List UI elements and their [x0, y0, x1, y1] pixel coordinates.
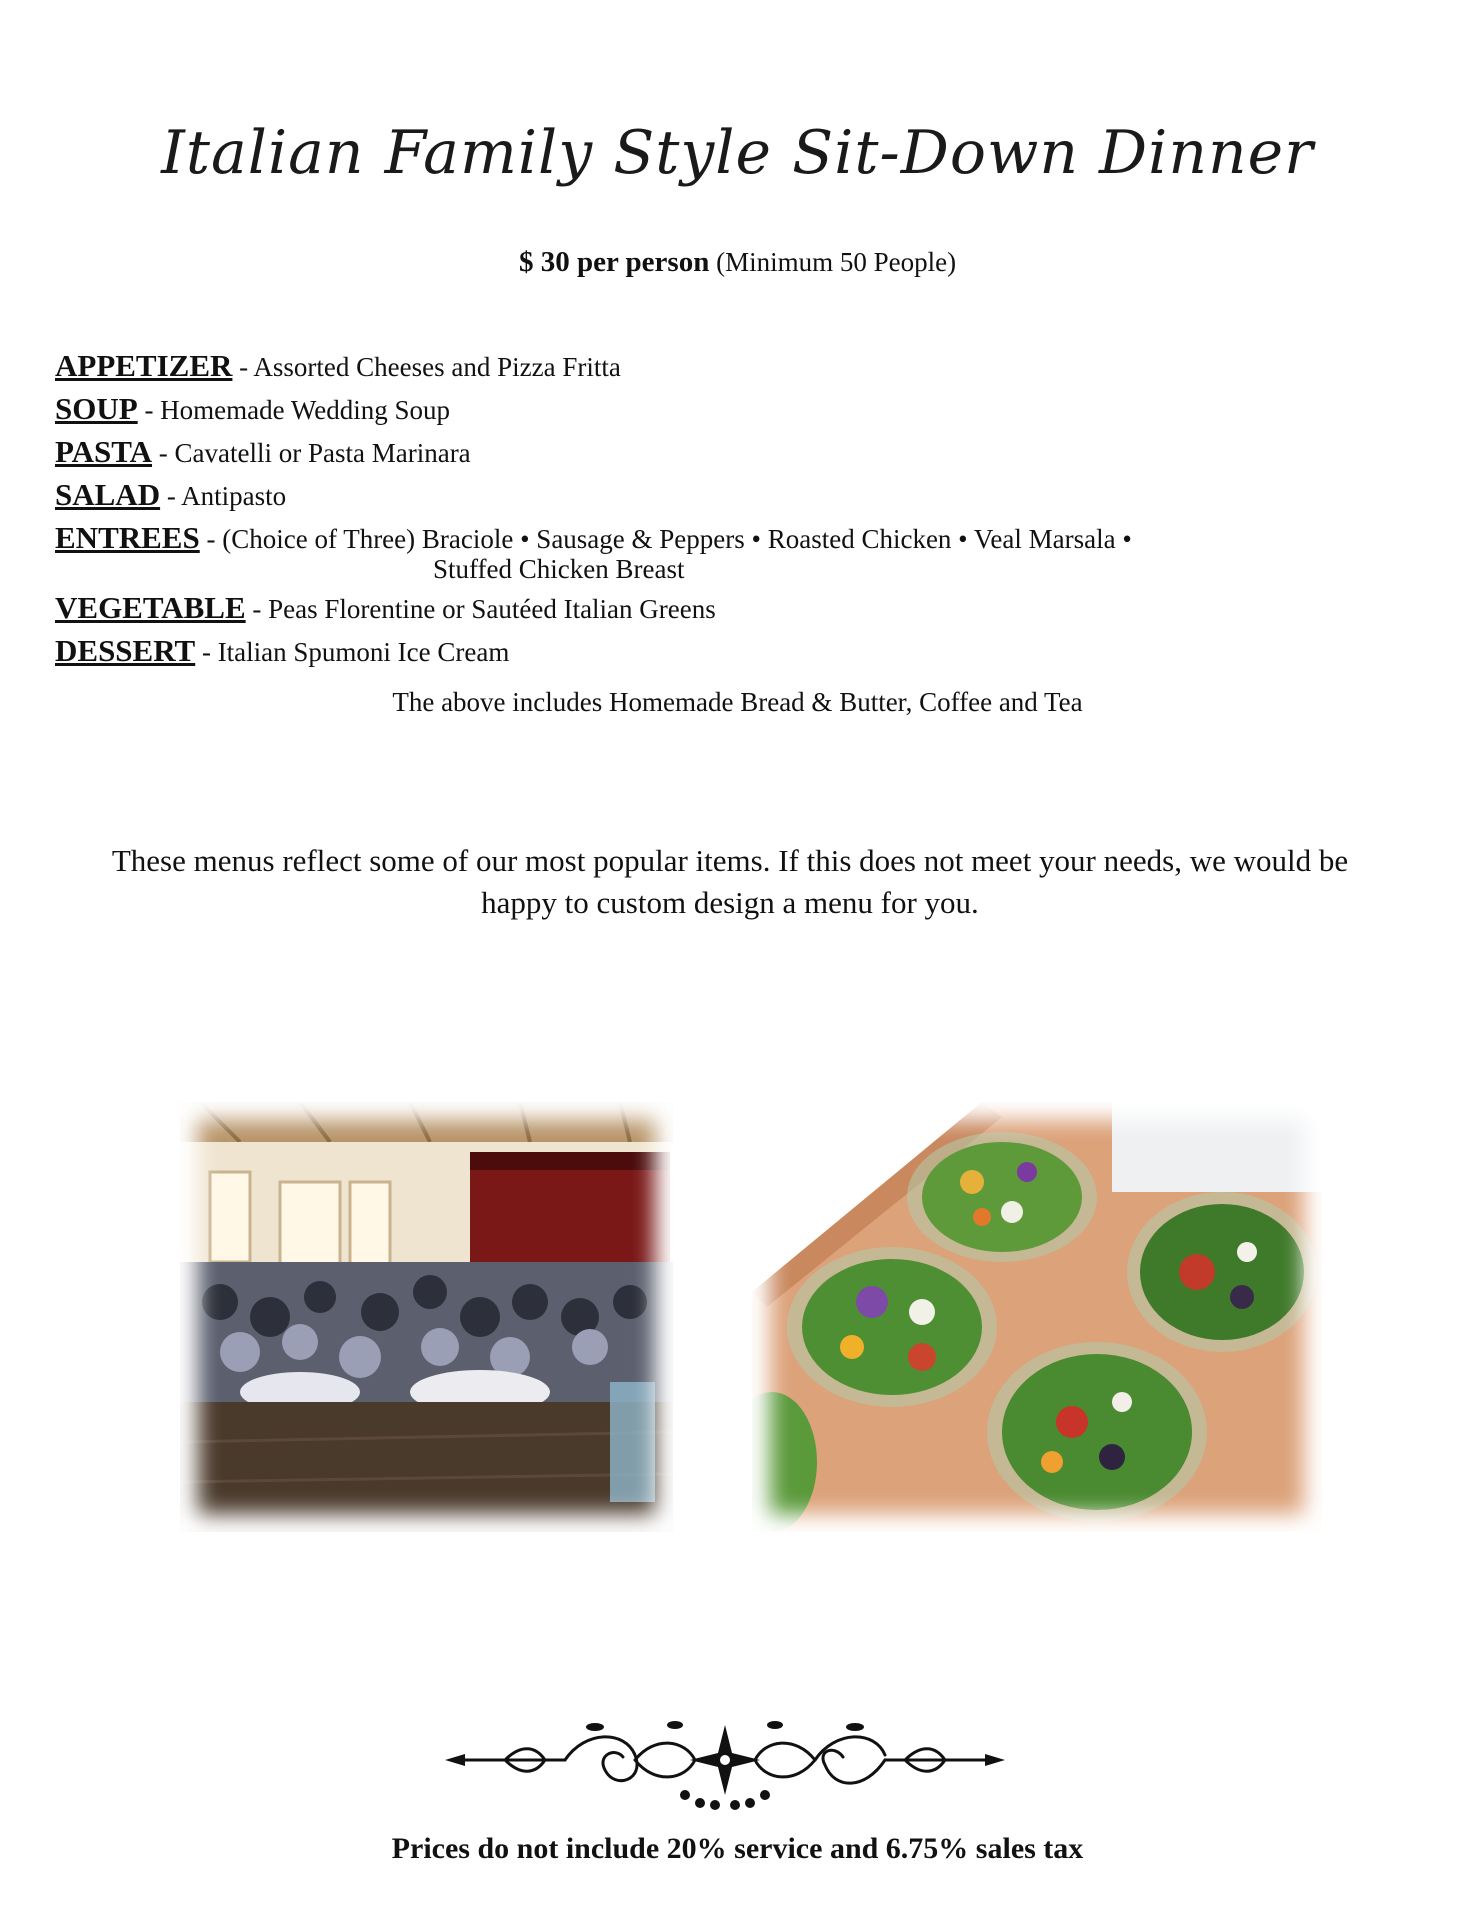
course-label: PASTA	[55, 434, 153, 469]
course-description: - Peas Florentine or Sautéed Italian Greens	[245, 594, 716, 624]
includes-note: The above includes Homemade Bread & Butter, Coffee and Tea	[392, 687, 1083, 717]
banquet-hall-image	[180, 1102, 673, 1532]
pricing-disclaimer: Prices do not include 20% service and 6.75% sales tax	[391, 1832, 1084, 1865]
custom-menu-note: These menus reflect some of our most popular items. If this does not meet your needs, we would be happy to custom design a menu for you.	[111, 843, 1349, 920]
course-description: - Homemade Wedding Soup	[137, 395, 450, 425]
price-per-person: $ 30 per person	[518, 246, 710, 278]
course-label: ENTREES	[55, 520, 200, 555]
salad-trays-photo	[752, 1102, 1322, 1532]
course-dessert	[55, 630, 1435, 673]
minimum-guests: (Minimum 50 People)	[716, 247, 957, 277]
course-salad	[55, 474, 1435, 517]
course-description: - Assorted Cheeses and Pizza Fritta	[232, 352, 621, 382]
course-description: - Antipasto	[160, 481, 287, 511]
course-label: DESSERT	[55, 633, 196, 668]
course-description: - Cavatelli or Pasta Marinara	[152, 438, 471, 468]
banquet-hall-photo	[180, 1102, 673, 1532]
course-list	[55, 345, 1435, 673]
course-pasta	[55, 431, 1435, 474]
course-label: VEGETABLE	[55, 590, 246, 625]
course-entrees	[55, 517, 1435, 585]
course-appetizer	[55, 345, 1435, 388]
course-vegetable	[55, 587, 1435, 630]
course-label: APPETIZER	[55, 348, 233, 383]
course-label: SALAD	[55, 477, 161, 512]
course-description: - Italian Spumoni Ice Cream	[195, 637, 510, 667]
course-description: - (Choice of Three) Braciole • Sausage & Peppers • Roasted Chicken • Veal Marsala •	[199, 524, 1132, 554]
salad-trays-image	[752, 1102, 1322, 1532]
price-line	[0, 246, 1475, 279]
course-label: SOUP	[55, 391, 138, 426]
course-description-continued: Stuffed Chicken Breast	[433, 554, 685, 584]
menu-title: Italian Family Style Sit-Down Dinner	[161, 118, 1314, 188]
decorative-scroll-ornament	[445, 1705, 1005, 1815]
course-soup	[55, 388, 1435, 431]
